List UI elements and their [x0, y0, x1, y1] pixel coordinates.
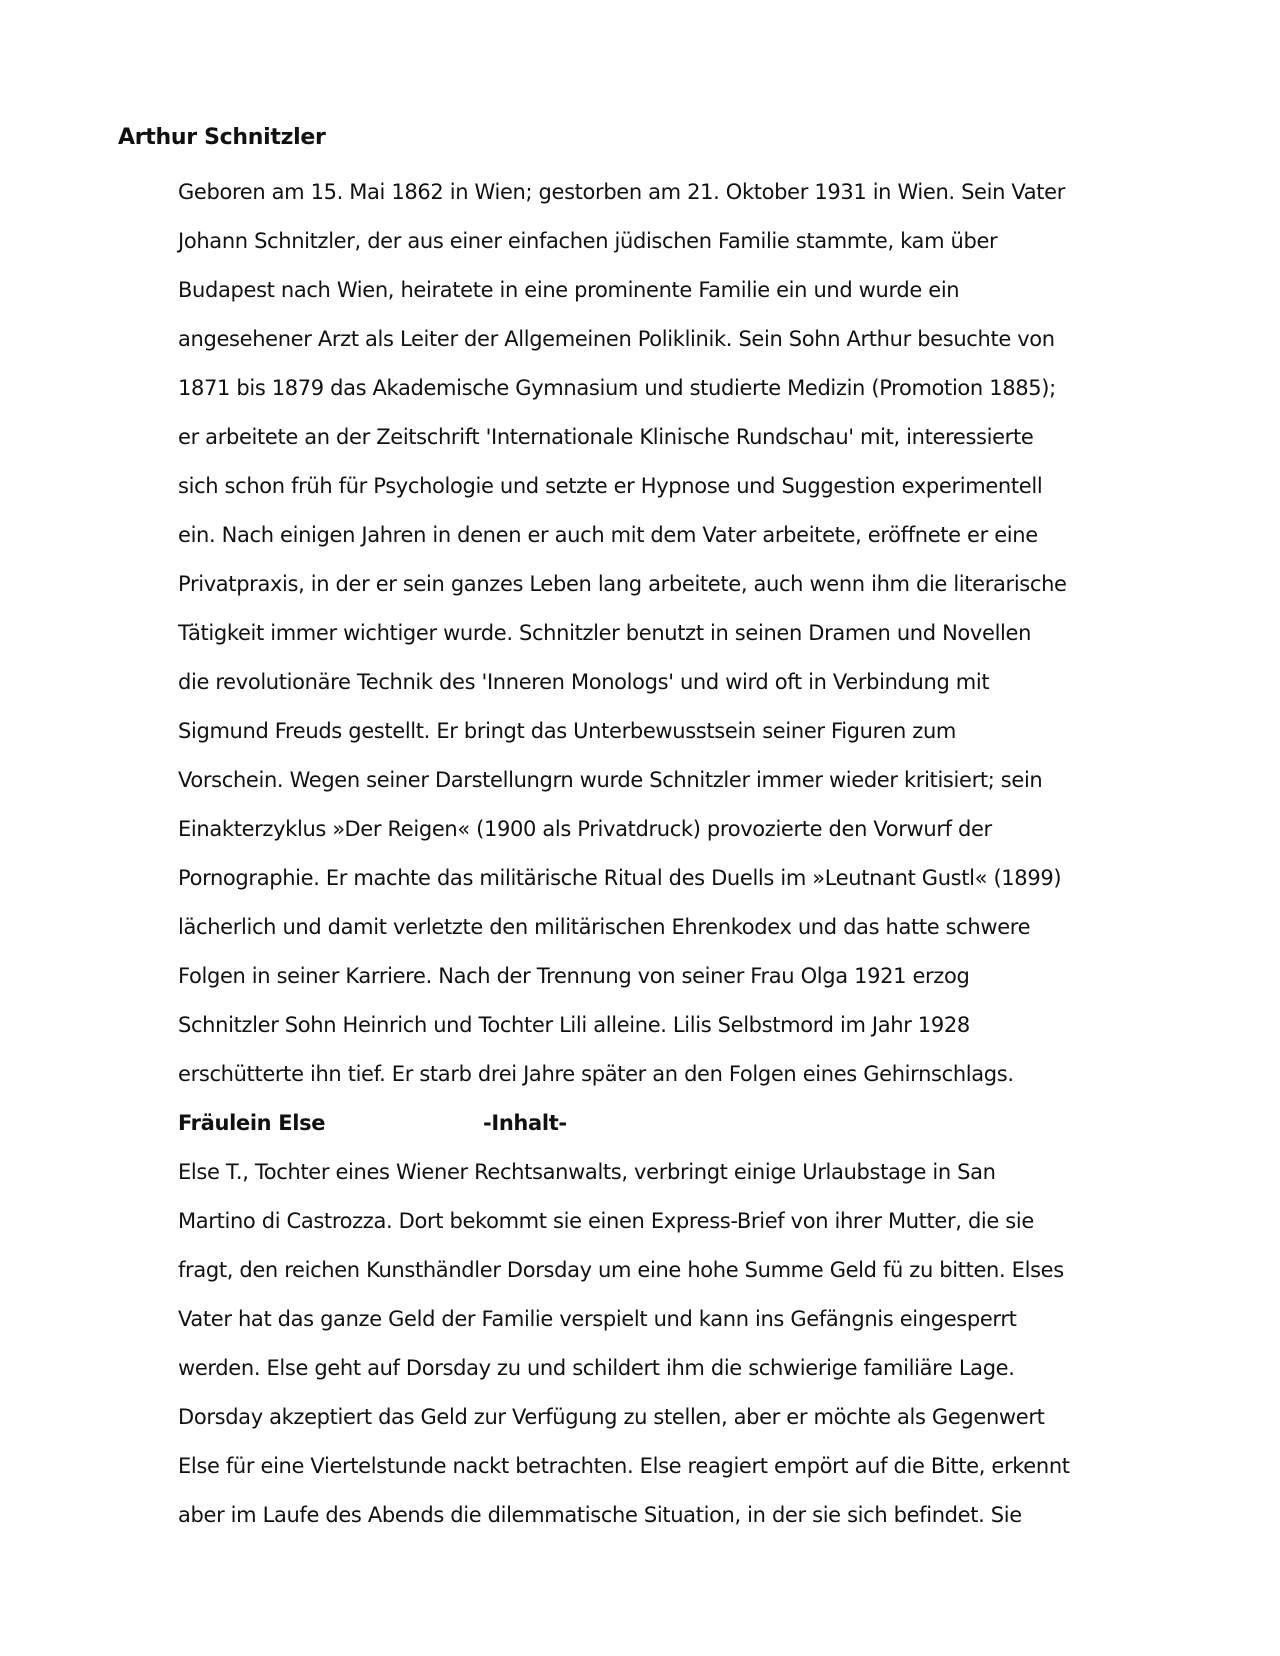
- text-line: Tätigkeit immer wichtiger wurde. Schnitzler benutzt in seinen Dramen und Novellen: [178, 621, 1032, 645]
- text-line: 1871 bis 1879 das Akademische Gymnasium und studierte Medizin (Promotion 1885);: [178, 376, 1056, 400]
- text-line: angesehener Arzt als Leiter der Allgemeinen Poliklinik. Sein Sohn Arthur besuchte von: [178, 327, 1055, 351]
- text-line: die revolutionäre Technik des 'Inneren Monologs' und wird oft in Verbindung mit: [178, 670, 990, 694]
- text-line: sich schon früh für Psychologie und setzte er Hypnose und Suggestion experimentell: [178, 474, 1043, 498]
- text-line: Geboren am 15. Mai 1862 in Wien; gestorben am 21. Oktober 1931 in Wien. Sein Vater: [178, 180, 1066, 204]
- text-line: er arbeitete an der Zeitschrift 'Internationale Klinische Rundschau' mit, interessierte: [178, 425, 1034, 449]
- section-label: -Inhalt-: [483, 1111, 567, 1135]
- text-line: Privatpraxis, in der er sein ganzes Leben lang arbeitete, auch wenn ihm die literarische: [178, 572, 1067, 596]
- text-line: Schnitzler Sohn Heinrich und Tochter Lili alleine. Lilis Selbstmord im Jahr 1928: [178, 1013, 970, 1037]
- section-heading: [178, 1103, 1188, 1152]
- text-line: Johann Schnitzler, der aus einer einfachen jüdischen Familie stammte, kam über: [178, 229, 998, 253]
- text-line: Vater hat das ganze Geld der Familie verspielt und kann ins Gefängnis eingesperrt: [178, 1307, 1017, 1331]
- text-line: Dorsday akzeptiert das Geld zur Verfügung zu stellen, aber er möchte als Gegenwert: [178, 1405, 1045, 1429]
- text-line: Martino di Castrozza. Dort bekommt sie einen Express-Brief von ihrer Mutter, die sie: [178, 1209, 1034, 1233]
- biography-paragraph: [178, 172, 1188, 1103]
- text-line: werden. Else geht auf Dorsday zu und schildert ihm die schwierige familiäre Lage.: [178, 1356, 1015, 1380]
- summary-paragraph: [178, 1152, 1188, 1544]
- page-title: Arthur Schnitzler: [118, 125, 326, 150]
- text-line: fragt, den reichen Kunsthändler Dorsday um eine hohe Summe Geld fü zu bitten. Elses: [178, 1258, 1064, 1282]
- section-title: Fräulein Else: [178, 1111, 326, 1135]
- text-line: Folgen in seiner Karriere. Nach der Trennung von seiner Frau Olga 1921 erzog: [178, 964, 970, 988]
- text-line: erschütterte ihn tief. Er starb drei Jahre später an den Folgen eines Gehirnschlags.: [178, 1062, 1014, 1086]
- text-line: Vorschein. Wegen seiner Darstellungrn wurde Schnitzler immer wieder kritisiert; sein: [178, 768, 1043, 792]
- text-line: ein. Nach einigen Jahren in denen er auch mit dem Vater arbeitete, eröffnete er eine: [178, 523, 1038, 547]
- text-line: Pornographie. Er machte das militärische Ritual des Duells im »Leutnant Gustl« (1899): [178, 866, 1062, 890]
- text-line: Else für eine Viertelstunde nackt betrachten. Else reagiert empört auf die Bitte, erkennt: [178, 1454, 1070, 1478]
- text-line: Else T., Tochter eines Wiener Rechtsanwalts, verbringt einige Urlaubstage in San: [178, 1160, 996, 1184]
- text-line: Budapest nach Wien, heiratete in eine prominente Familie ein und wurde ein: [178, 278, 960, 302]
- text-line: Sigmund Freuds gestellt. Er bringt das Unterbewusstsein seiner Figuren zum: [178, 719, 957, 743]
- text-line: Einakterzyklus »Der Reigen« (1900 als Privatdruck) provozierte den Vorwurf der: [178, 817, 992, 841]
- text-line: aber im Laufe des Abends die dilemmatische Situation, in der sie sich befindet. Sie: [178, 1503, 1022, 1527]
- text-line: lächerlich und damit verletzte den militärischen Ehrenkodex und das hatte schwere: [178, 915, 1031, 939]
- document-body: [178, 172, 1188, 1544]
